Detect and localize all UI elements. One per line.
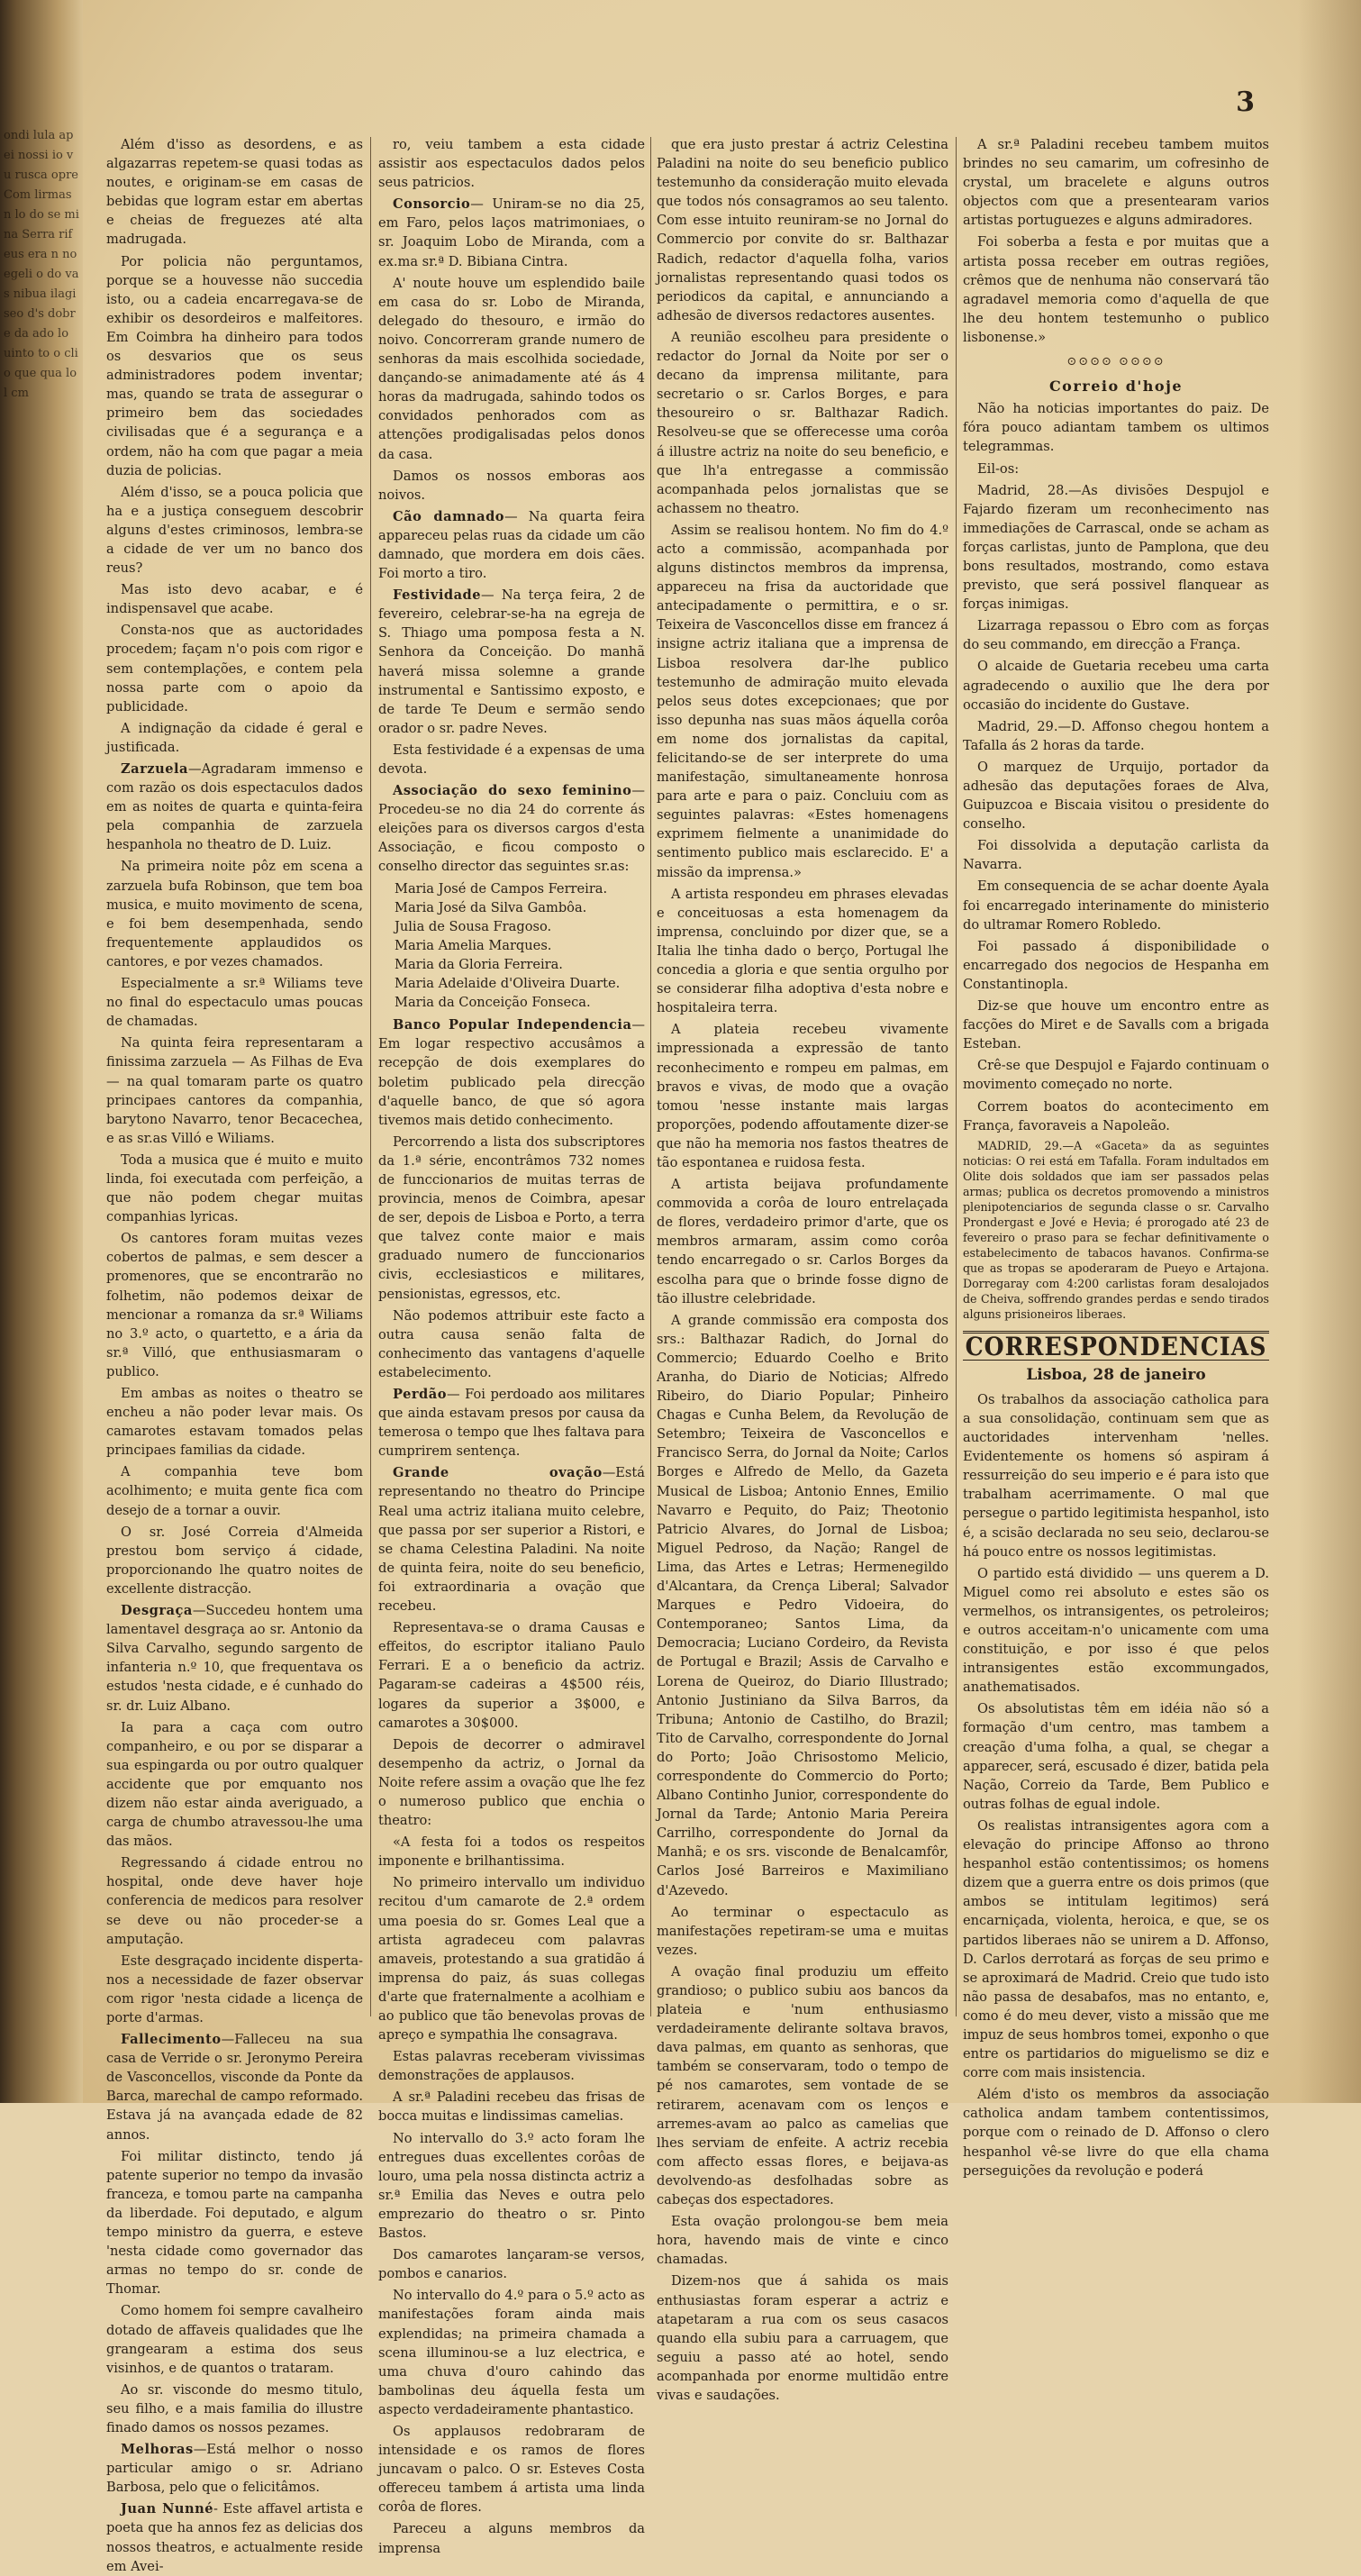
paragraph: Diz-se que houve um encontro entre as facções do Miret e de Savalls com a brigada Esteban.	[963, 998, 1269, 1052]
news-item-text: —Em logar respectivo accusâmos a recepção de dois exemplares do boletim publicado pela direcção d'aquelle banco, de que só agora tivemos mais detido conhecimento.	[378, 1017, 645, 1128]
news-item-desgraca	[106, 1601, 363, 1716]
paragraph: A sr.ª Paladini recebeu tambem muitos brindes no seu camarim, um cofresinho de crystal, um bracelete e alguns outros objectos com que a presentearam varios artistas portuguezes e alguns admiradores.	[963, 137, 1269, 229]
paragraph: Não podemos attribuir este facto a outra causa senão falta de conhecimento das vantagens d'aquelle estabelecimento.	[378, 1307, 645, 1380]
dateline: Lisboa, 28 de janeiro	[1026, 1365, 1206, 1384]
paragraph: Percorrendo a lista dos subscriptores da 1.ª série, encontrâmos 732 nomes de funccionarios de muitas terras de provincia, menos de Coimbra, apesar de ser, depois de Lisboa e Porto, a terra que talvez conte maior e mais graduado numero de funccionarios civis, ecclesiasticos e militares, pensionistas, egressos, etc.	[378, 1133, 645, 1302]
bleed-text: ondi lula apei nossi io vu rusca opre Com lirmas n lo do se mina Serra rifeus era n no egeli o do vas nibua ilagi seo d's dobre da ado lo uinto to o cli o que qua lol cm	[4, 129, 79, 400]
paragraph: No primeiro intervallo um individuo recitou d'um camarote de 2.ª ordem uma poesia do sr. Gomes Leal que a artista agradeceu com palavras amaveis, protestando a sua gratidão á imprensa do paiz, ás suas collegas d'arte que fraternalmente a acolhiam e ao publico que tão benevolas provas de apreço e sympathia lhe consagrava.	[378, 1875, 645, 2044]
paragraph: A artista respondeu em phrases elevadas e conceituosas a esta homenagem da imprensa, concluindo por dizer que, se a Italia lhe tinha dado o berço, Portugal lhe concedia a gloria e que sentia orgulho por se considerar filha adoptiva d'esta nobre e hospitaleira terra.	[657, 886, 948, 1016]
paragraph: O marquez de Urquijo, portador da adhesão das deputações foraes de Alva, Guipuzcoa e Biscaia visitou o presidente do conselho.	[963, 759, 1269, 833]
news-item-text: - Este affavel artista e poeta que ha annos fez as delicias dos nossos theatros, e actualmente reside em Avei-	[106, 2501, 363, 2574]
paragraph: O sr. José Correia d'Almeida prestou bom serviço á cidade, proporcionando lhe quatro noites de excellente distracção.	[106, 1524, 363, 1597]
council-names-list	[378, 879, 645, 1013]
paragraph: Os trabalhos da associação catholica para a sua consolidação, continuam sem que as auctoridades intervenham 'nelles. Evidentemente os homens só aspiram á ressurreição do seu imperio e é para isto que trabalham acerrimamente. O mal que persegue o partido legitimista hespanhol, isto é, a scisão declarada no seu seio, declarou-se há pouco entre os nossos legitimistas.	[963, 1391, 1269, 1560]
paragraph: Madrid, 28.—As divisões Despujol e Fajardo fizeram um reconhecimento nas immediações de Carrascal, onde se acham as forças carlistas, junto de Pamplona, que deu bons resultados, mostrando, como estava previsto, que será possivel flanquear as forças inimigas.	[963, 482, 1269, 613]
list-item: Julia de Sousa Fragoso.	[395, 918, 552, 934]
news-item-title: Desgraça	[121, 1603, 193, 1619]
paragraph: O alcaide de Guetaria recebeu uma carta agradecendo o auxilio que lhe dera por occasião do incidente do Gustave.	[963, 659, 1269, 713]
column-1	[106, 135, 363, 2574]
paragraph: Foi dissolvida a deputação carlista da Navarra.	[963, 838, 1269, 873]
paragraph: Os cantores foram muitas vezes cobertos de palmas, e sem descer a promenores, que se encontrarão no folhetim, não podemos deixar de mencionar a romanza da sr.ª Wiliams no 3.º acto, o quartetto, e a ária da sr.ª Villó, que enthusiasmaram o publico.	[106, 1231, 363, 1379]
paragraph: Por policia não perguntamos, porque se a houvesse não succedia isto, ou a cadeia encarregava-se de exhibir os desordeiros e malfeitores. Em Coimbra ha dinheiro para todos os desvarios que os seus administradores podem inventar; mas, quando se trata de assegurar o primeiro bem das sociedades civilisadas que é a segurança e a ordem, não ha com que pagar a meia duzia de policias.	[106, 253, 363, 478]
paragraph: que era justo prestar á actriz Celestina Paladini na noite do seu beneficio publico testemunho da consideração muito elevada que todos nós consagramos ao seu talento. Com esse intuito reuniram-se no Jornal do Commercio por convite do sr. Balthazar Radich, redactor d'aquella folha, varios jornalistas representando quasi todos os periodicos da capital, e annunciando a adhesão de diversos redactores ausentes.	[657, 137, 948, 323]
adjacent-page-bleed	[0, 0, 83, 2103]
paragraph: Assim se realisou hontem. No fim do 4.º acto a commissão, acompanhada por alguns distinctos membros da imprensa, appareceu na frisa da auctoridade que antecipadamente o permittira, e o sr. Teixeira de Vasconcellos disse em francez á insigne actriz italiana que a imprensa de Lisboa resolvera dar-lhe publico testemunho de admiração muito elevada pelos seus dotes excepcionaes; que por isso depunha nas suas mãos áquella corôa em nome dos jornalistas da capital, felicitando-se de ser interprete do uma manifestação, simultaneamente honrosa para arte e para o paiz. Concluiu com as seguintes palavras: «Estes homenagens exprimem fielmente a unanimidade do sentimento publico mais esclarecido. E' a missão da imprensa.»	[657, 522, 948, 880]
news-item-fallecimento	[106, 2030, 363, 2144]
paragraph: Além d'isso, se a pouca policia que ha e a justiça conseguem descobrir alguns d'estes criminosos, lembra-se a cidade de ver um no banco dos reus?	[106, 484, 363, 577]
paragraph: Os applausos redobraram de intensidade e os ramos de flores juncavam o palco. O sr. Esteves Costa offereceu tambem á artista uma linda corôa de flores.	[378, 2423, 645, 2516]
news-item-associacao	[378, 781, 645, 876]
ornament-divider: ⊙⊙⊙⊙ ⊙⊙⊙⊙	[1066, 355, 1166, 369]
paragraph: Correm boatos do acontecimento em França, favoraveis a Napoleão.	[963, 1098, 1269, 1133]
news-item-title: Juan Nunné	[121, 2501, 214, 2517]
news-item-text: — Procedeu-se no dia 24 do corrente ás eleições para os diversos cargos d'esta Associação, e ficou composto o conselho director das seguintes sr.as:	[378, 783, 645, 875]
paragraph: Lizarraga repassou o Ebro com as forças do seu commando, em direcção a França.	[963, 618, 1269, 653]
list-item: Maria Amelia Marques.	[395, 937, 552, 953]
paragraph: Mas isto devo acabar, e é indispensavel que acabe.	[106, 582, 363, 617]
paragraph: Ia para a caça com outro companheiro, e ou por se disparar a sua espingarda ou por outro qualquer accidente que por emquanto nos dizem não estar ainda averiguado, a carga de chumbo atravessou-lhe uma das mãos.	[106, 1719, 363, 1850]
paragraph: Toda a musica que é muito e muito linda, foi executada com perfeição, a que não podem chegar muitas companhias lyricas.	[106, 1151, 363, 1225]
telegram-paragraph: MADRID, 29.—A «Gaceta» da as seguintes noticias: O rei está em Tafalla. Foram indultados em Olite dois soldados que iam ser passados pelas armas; publica os decretos promovendo a ministros plenipotenciarios de segunda classe o sr. Carvalho Prondergast e Jové e Hevia; é prorogado até 23 de fevereiro o praso para se fechar definitivamente o estabelecimento de tabacos havanos. Confirma-se que as tropas se apoderaram de Pueyo e Artajona. Dorregaray com 4:200 carlistas foram desalojados de Cheiva, soffrendo grandes perdas e sendo tirados alguns prisioneiros liberaes.	[963, 1138, 1269, 1321]
news-item-zarzuela	[106, 760, 363, 854]
news-item-text: — Na terça feira, 2 de fevereiro, celebrar-se-ha na egreja de S. Thiago uma pomposa festa a N. Senhora da Conceição. Do manhã haverá missa solemne a grande instrumental e Santissimo exposto, e de tarde Te Deum e sermão sendo orador o sr. padre Neves.	[378, 587, 645, 736]
paragraph: No intervallo do 4.º para o 5.º acto as manifestações foram ainda mais explendidas; na primeira chamada a scena illuminou-se a luz electrica, e uma chuva d'ouro cahindo das bambolinas deu áquella festa um aspecto verdadeiramente phantastico.	[378, 2288, 645, 2417]
paragraph: Dizem-nos que á sahida os mais enthusiastas foram esperar a actriz e atapetaram a rua com os seus casacos quando ella subiu para a carruagem, que seguiu a passo até ao hotel, sendo acompanhada por enorme multidão entre vivas e saudações.	[657, 2273, 948, 2403]
news-item-title: Perdão	[393, 1387, 447, 1402]
column-4	[963, 135, 1269, 2179]
paragraph: A plateia recebeu vivamente impressionada a expressão de tanto reconhecimento e rompeu em palmas, em bravos e vivas, de modo que a ovação tomou 'nesse instante mais largas proporções, podendo affoutamente dizer-se que não ha memoria nos fastos theatres de tão espontanea e ruidosa festa.	[657, 1022, 948, 1170]
paragraph: Além d'isso as desordens, e as algazarras repetem-se quasi todas as noutes, e originam-se em casas de bebidas que logram estar em abertas e cheias de freguezes até alta madrugada.	[106, 137, 363, 248]
paragraph: «A festa foi a todos os respeitos imponente e brilhantissima.	[378, 1834, 645, 1870]
paragraph: Em consequencia de se achar doente Ayala foi encarregado interinamente do ministerio do ultramar Romero Robledo.	[963, 878, 1269, 933]
paragraph: ro, veiu tambem a esta cidade assistir aos espectaculos dados pelos seus patricios.	[378, 137, 645, 191]
paragraph: O partido está dividido — uns querem a D. Miguel como rei absoluto e estes são os vermelhos, os intransigentes, os petroleiros; e outros acceitam-n'o unicamente com uma constituição, e por isso é que pelos intransigentes estão excommungados, anathematisados.	[963, 1565, 1269, 1696]
paragraph: Ao sr. visconde do mesmo titulo, seu filho, e a mais familia do illustre finado damos os nossos pezames.	[106, 2381, 363, 2435]
column-rule	[956, 137, 957, 2016]
paragraph: Na quinta feira representaram a finissima zarzuela — As Filhas de Eva — na qual tomaram parte os quatro principaes cantores da companhia, barytono Navarro, tenor Becacechea, e as sr.as Villó e Wiliams.	[106, 1035, 363, 1146]
news-item-perdao	[378, 1385, 645, 1461]
column-rule	[370, 137, 371, 2016]
paragraph: Na primeira noite pôz em scena a zarzuela bufa Robinson, que tem boa musica, e muito movimento de scena, e foi bem desempenhada, sendo frequentemente applaudidos os cantores, e por vezes chamados.	[106, 859, 363, 969]
paragraph: Não ha noticias importantes do paiz. De fóra pouco adiantam tambem os ultimos telegrammas.	[963, 401, 1269, 455]
list-item: Maria Adelaide d'Oliveira Duarte.	[395, 976, 621, 992]
news-item-text: —Falleceu na sua casa de Verride o sr. Jeronymo Pereira de Vasconcellos, visconde da Ponte da Barca, marechal de campo reformado. Estava já na avançada edade de 82 annos.	[106, 2032, 363, 2143]
paragraph: Regressando á cidade entrou no hospital, onde deve haver hoje conferencia de medicos para resolver se deve ou não proceder-se a amputação.	[106, 1855, 363, 1947]
paragraph: Como homem foi sempre cavalheiro dotado de affaveis qualidades que lhe grangearam a estima dos seus visinhos, e de quantos o trataram.	[106, 2303, 363, 2376]
paragraph: A grande commissão era composta dos srs.: Balthazar Radich, do Jornal do Commercio; Eduardo Coelho e Brito Aranha, do Diario de Noticias; Alfredo Ribeiro, do Diario Popular; Pinheiro Chagas e Cunha Belem, da Revolução de Setembro; Teixeira de Vasconcellos e Francisco Serra, do Jornal da Noite; Carlos Borges e Alfredo de Mello, da Gazeta Musical de Lisboa; Antonio Ennes, Emilio Navarro e Pequito, do Paiz; Theotonio Patricio Alvares, do Jornal de Lisboa; Miguel Pedroso, da Nação; Rangel de Lima, das Artes e Letras; Hermenegildo d'Alcantara, da Crença Liberal; Salvador Marques e Pedro Vidoeira, do Contemporaneo; Santos Lima, da Democracia; Luciano Cordeiro, da Revista de Portugal e Brazil; Assis de Carvalho e Lorena de Queiroz, do Diario Illustrado; Antonio Justiniano da Silva Barros, da Tribuna; Antonio de Castilho, do Brazil; Tito de Carvalho, correspondente do Jornal do Porto; João Chrisostomo Melicio, correspondente do Commercio do Porto; Albano Continho Junior, correspondente do Jornal da Tarde; Antonio Maria Pereira Carrilho, correspondente do Jornal da Manhã; e os srs. visconde de Benalcamfôr, Carlos José Barreiros e Maximiliano d'Azevedo.	[657, 1312, 948, 1898]
paragraph: Esta ovação prolongou-se bem meia hora, havendo mais de vinte e cinco chamadas.	[657, 2214, 948, 2268]
news-item-title: Banco Popular Independencia	[393, 1017, 632, 1033]
column-3	[657, 135, 948, 2403]
paragraph: Representava-se o drama Causas e effeitos, do escriptor italiano Paulo Ferrari. E a o beneficio da actriz. Pagaram-se cadeiras a 4$500 réis, logares da superior a 3$000, e camarotes a 30$000.	[378, 1620, 645, 1731]
column-2	[378, 135, 645, 2556]
paragraph: Pareceu a alguns membros da imprensa	[378, 2521, 645, 2556]
paragraph: Madrid, 29.—D. Affonso chegou hontem a Tafalla ás 2 horas da tarde.	[963, 718, 1269, 753]
news-item-title: Consorcio	[393, 196, 471, 213]
news-item-text: —Está melhor o nosso particular amigo o sr. Adriano Barbosa, pelo que o felicitâmos.	[106, 2442, 363, 2496]
paragraph: A ovação final produziu um effeito grandioso; o publico subiu aos bancos da plateia e 'num enthusiasmo verdadeiramente delirante soltava bravos, dava palmas, em quanto as senhoras, que também se conservaram, todo o tempo de pé nos camarotes, sem vontade de se retirarem, acenavam com os lenços e arremes-avam ao palco as camelias que lhes serviam de enfeite. A actriz recebia com affecto essas flores, e beijava-as devolvendo-as desfolhadas sobre as cabeças dos espectadores.	[657, 1963, 948, 2208]
paragraph: Consta-nos que as auctoridades procedem; façam n'o pois com rigor e sem contemplações, e contem pela nossa parte com o apoio da publicidade.	[106, 623, 363, 715]
column-rule	[650, 137, 651, 2016]
paragraph: Além d'isto os membros da associação catholica andam tambem contentissimos, porque com o reinado de D. Affonso o clero hespanhol vê-se livre do que ella chama perseguições da revolução e poderá	[963, 2087, 1269, 2179]
paragraph: Os realistas intransigentes agora com a elevação do principe Affonso ao throno hespanhol estão contentissimos; os homens dizem que a guerra entre os dois primos (que ambos se intitulam legitimos) será encarniçada, violenta, heroica, e que, se os partidos liberaes não se unirem a D. Affonso, D. Carlos derrotará as forças de seu primo e se aproximará de Madrid. Creio que tudo isto não passa de desabafos, mas no entanto, e, como é do meu dever, visto a missão que me impuz de seus hombros tomei, exponho o que entre os partidarios do miguelismo se diz e corre com mais insistencia.	[963, 1817, 1269, 2081]
paragraph: Foi soberba a festa e por muitas que a artista possa receber em outras regiões, crêmos que de nenhuma não conservará tão agradavel memoria como d'aquella de que lhe deu hontem testemunho o publico lisbonense.»	[963, 234, 1269, 345]
paragraph: Eil-os:	[977, 460, 1020, 477]
paragraph: No intervallo do 3.º acto foram lhe entregues duas excellentes corôas de louro, uma pela nossa distincta actriz a sr.ª Emilia das Neves e outra pelo emprezario do theatro o sr. Pinto Bastos.	[378, 2130, 645, 2242]
section-heading-correio: Correio d'hoje	[1048, 378, 1184, 396]
paragraph: Este desgraçado incidente disperta-nos a necessidade de fazer observar com rigor 'nesta cidade a licença de porte d'armas.	[106, 1952, 363, 2025]
page-edge-stain	[1298, 0, 1361, 2103]
paragraph: Damos os nossos emboras aos noivos.	[378, 468, 645, 503]
paragraph: A' noute houve um esplendido baile em casa do sr. Lobo de Miranda, delegado do thesouro, e irmão do noivo. Concorreram grande numero de senhoras da mais escolhida sociedade, dançando-se animadamente até ás 4 horas da madrugada, sahindo todos os convidados penhorados com as attenções prodigalisadas pelos donos da casa.	[378, 275, 645, 462]
paragraph: A indignação da cidade é geral e justificada.	[106, 720, 363, 755]
paragraph: Depois de decorrer o admiravel desempenho da actriz, o Jornal da Noite refere assim a ovação que lhe fez o numeroso publico que enchia o theatro:	[378, 1736, 645, 1829]
news-item-grande-ovacao	[378, 1463, 645, 1616]
news-item-text: — Foi perdoado aos militares que ainda estavam presos por causa da temerosa o tempo que lhes faltava para cumprirem sentença.	[378, 1387, 645, 1460]
news-item-title: Melhoras	[121, 2442, 194, 2458]
news-item-text: — Na quarta feira appareceu pelas ruas da cidade um cão damnado, que mordera em dois cães. Foi morto a tiro.	[378, 508, 645, 582]
news-item-title: Zarzuela	[121, 761, 188, 777]
news-item-melhoras	[106, 2440, 363, 2497]
paragraph: Especialmente a sr.ª Wiliams teve no final do espectaculo umas poucas de chamadas.	[106, 976, 363, 1030]
paragraph: A reunião escolheu para presidente o redactor do Jornal da Noite por ser o decano da imprensa militante, para secretario o sr. Carlos Borges, e para thesoureiro o sr. Balthazar Radich. Resolveu-se que se offerecesse uma corôa á illustre actriz na noite do seu beneficio, e que lh'a entregasse a commissão acompanhada pelos jornalistas que se achassem no theatro.	[657, 329, 948, 516]
news-item-title: Grande ovação	[393, 1465, 603, 1481]
paragraph: Foi militar distincto, tendo já patente superior no tempo da invasão franceza, e tomou parte na campanha da liberdade. Foi deputado, e algum tempo ministro da guerra, e esteve 'nesta cidade como governador das armas no tempo do sr. conde de Thomar.	[106, 2148, 363, 2298]
list-item: Maria da Gloria Ferreira.	[395, 956, 563, 972]
news-item-title: Cão damnado	[393, 508, 505, 524]
paragraph: Dos camarotes lançaram-se versos, pombos e canarios.	[378, 2247, 645, 2282]
news-item-text: — Uniram-se no dia 25, em Faro, pelos laços matrimoniaes, o sr. Joaquim Lobo de Miranda, com a ex.ma sr.ª D. Bibiana Cintra.	[378, 196, 645, 269]
news-item-text: —Está representando no theatro do Principe Real uma actriz italiana muito celebre, que passa por ser superior a Ristori, e se chama Celestina Paladini. Na noite de quinta feira, noite do seu beneficio, foi extraordinaria a ovação que recebeu.	[378, 1465, 645, 1615]
list-item: Maria José da Silva Gambôa.	[395, 899, 587, 915]
news-item-title: Fallecimento	[121, 2032, 222, 2048]
paragraph: Estas palavras receberam vivissimas demonstrações de applausos.	[378, 2049, 645, 2084]
paragraph: A artista beijava profundamente commovida a corôa de louro entrelaçada de flores, verdadeiro primor d'arte, que os membros armaram, assim como corôa tendo encarregado o sr. Carlos Borges da escolha para que o brinde fosse digno de tão illustre celebridade.	[657, 1177, 948, 1306]
paragraph: A companhia teve bom acolhimento; e muita gente fica com desejo de a tornar a ouvir.	[106, 1464, 363, 1518]
list-item: Maria José de Campos Ferreira.	[395, 880, 608, 897]
paragraph: Crê-se que Despujol e Fajardo continuam o movimento começado no norte.	[963, 1058, 1269, 1093]
page-number: 3	[1236, 86, 1255, 118]
news-item-consorcio	[378, 195, 645, 270]
section-heading-correspondencias: CORRESPONDENCIAS	[963, 1331, 1269, 1361]
news-item-text: —Agradaram immenso e com razão os dois espectaculos dados em as noites de quarta e quinta-feira pela companhia de zarzuela hespanhola no theatro de D. Luiz.	[106, 761, 363, 853]
news-item-juan-nunne	[106, 2499, 363, 2575]
list-item: Maria da Conceição Fonseca.	[395, 995, 591, 1011]
news-item-text: —Succedeu hontem uma lamentavel desgraça ao sr. Antonio da Silva Carvalho, segundo sargento de infanteria n.º 10, que frequentava os estudos 'nesta cidade, e é cunhado do sr. dr. Luiz Albano.	[106, 1603, 363, 1714]
news-item-cao-damnado	[378, 507, 645, 583]
paragraph: Em ambas as noites o theatro se encheu a não poder levar mais. Os camarotes estavam tomados pelas principaes familias da cidade.	[106, 1386, 363, 1459]
paragraph: Foi passado á disponibilidade o encarregado dos negocios de Hespanha em Constantinopla.	[963, 938, 1269, 992]
paragraph: Esta festividade é a expensas de uma devota.	[378, 742, 645, 777]
news-item-title: Festividade	[393, 587, 482, 604]
news-item-title: Associação do sexo feminino	[393, 783, 632, 799]
paragraph: A sr.ª Paladini recebeu das frisas de bocca muitas e lindissimas camelias.	[378, 2089, 645, 2125]
news-item-banco	[378, 1015, 645, 1130]
news-item-festividade	[378, 586, 645, 738]
paragraph: Os absolutistas têm em idéia não só a formação d'um centro, mas tambem a creação d'uma folha, a qual, se chegar a apparecer, será, escusado é dizer, batida pela Nação, Correio da Tarde, Bem Publico e outras folhas de egual indole.	[963, 1701, 1269, 1812]
paragraph: Ao terminar o espectaculo as manifestações repetiram-se uma e muitas vezes.	[657, 1904, 948, 1958]
